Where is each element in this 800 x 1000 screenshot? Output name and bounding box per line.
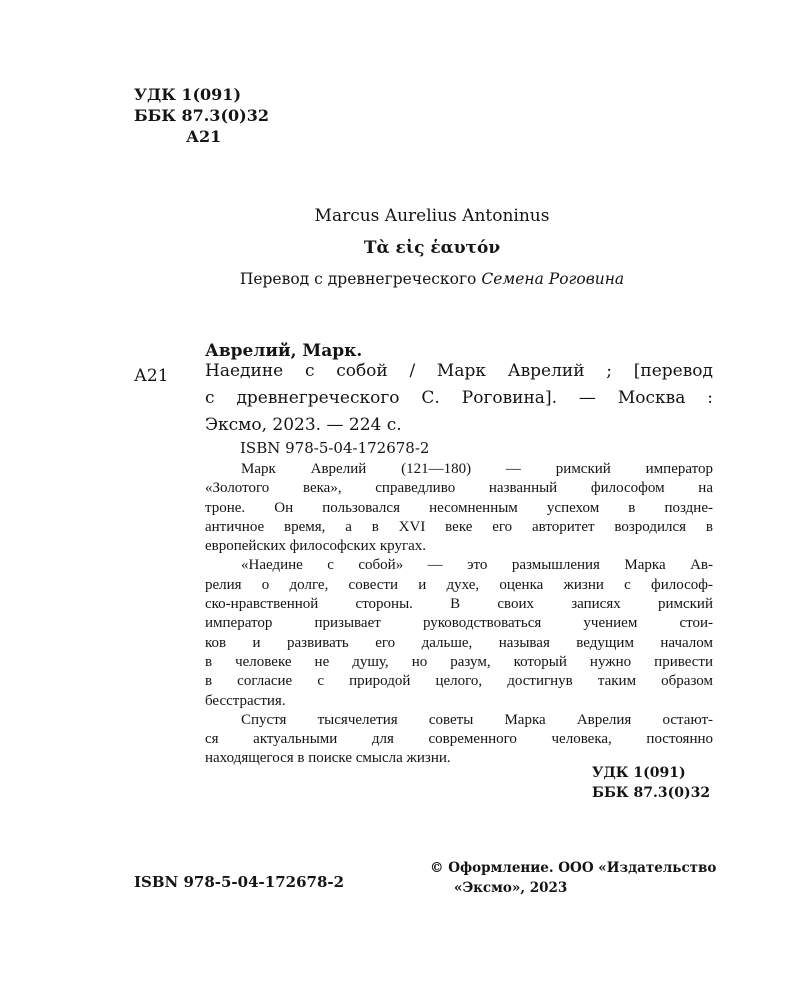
bibliographic-line: Эксмо, 2023. — 224 с. <box>205 415 402 435</box>
annotation <box>205 460 713 769</box>
classification-block <box>134 84 269 147</box>
annotation-line: в человеке не душу, но разум, который нужно привести <box>205 653 713 670</box>
annotation-paragraph <box>205 556 713 710</box>
annotation-line: ско-нравственной стороны. В своих записях римский <box>205 596 713 613</box>
bibliographic-author: Аврелий, Марк. <box>205 341 363 361</box>
translator-name: Семена Роговина <box>481 270 625 288</box>
annotation-line: Спустя тысячелетия советы Марка Аврелия остают- <box>241 711 713 728</box>
footer-bbk: ББК 87.3(0)32 <box>592 785 711 801</box>
copyright <box>430 858 716 898</box>
footer-classification <box>592 763 710 803</box>
annotation-line: «Наедине с собой» — это размышления Марка Ав- <box>241 557 713 574</box>
translator-prefix: Перевод с древнегреческого <box>239 270 477 288</box>
annotation-line: ся актуальными для современного человека, постоянно <box>205 731 713 748</box>
annotation-line: троне. Он пользовался несомненным успехом в поздне- <box>205 499 713 516</box>
bibliographic-line: Наедине с собой / Марк Аврелий ; [перевод <box>205 361 713 381</box>
translator-line <box>0 270 800 288</box>
udk-code: УДК 1(091) <box>134 85 242 104</box>
annotation-line: император призывает руководствоваться учением стои- <box>205 615 713 632</box>
footer-udk: УДК 1(091) <box>592 765 686 781</box>
annotation-line: находящегося в поиске смысла жизни. <box>205 750 451 767</box>
original-author: Marcus Aurelius Antoninus <box>314 206 550 226</box>
bibliographic-description <box>205 358 713 439</box>
annotation-line: в согласие с природой целого, достигнув таким образом <box>205 673 713 690</box>
annotation-paragraph <box>205 460 713 556</box>
annotation-line: европейских философских кругах. <box>205 538 427 555</box>
isbn: ISBN 978-5-04-172678-2 <box>240 439 430 457</box>
bibliographic-code: А21 <box>134 366 169 386</box>
annotation-line: Марк Аврелий (121—180) — римский император <box>241 461 713 477</box>
original-title: Τὰ εἰς ἑαυτόν <box>363 238 501 258</box>
annotation-line: «Золотого века», справедливо названный философом на <box>205 480 713 497</box>
annotation-line: античное время, а в XVI веке его авторитет возродился в <box>205 518 713 535</box>
bibliographic-line: с древнегреческого С. Роговина]. — Москва : <box>205 388 713 408</box>
copyright-line: © Оформление. ООО «Издательство <box>430 860 717 876</box>
annotation-line: бесстрастия. <box>205 692 286 709</box>
bbk-code: ББК 87.3(0)32 <box>134 106 269 125</box>
annotation-line: ков и развивать его дальше, называя ведущим началом <box>205 634 713 651</box>
copyright-line: «Эксмо», 2023 <box>454 880 568 896</box>
footer-isbn: ISBN 978-5-04-172678-2 <box>134 873 345 891</box>
annotation-line: релия о долге, совести и духе, оценка жизни с философ- <box>205 576 713 593</box>
annotation-paragraph <box>205 711 713 769</box>
author-mark: А21 <box>186 127 222 146</box>
